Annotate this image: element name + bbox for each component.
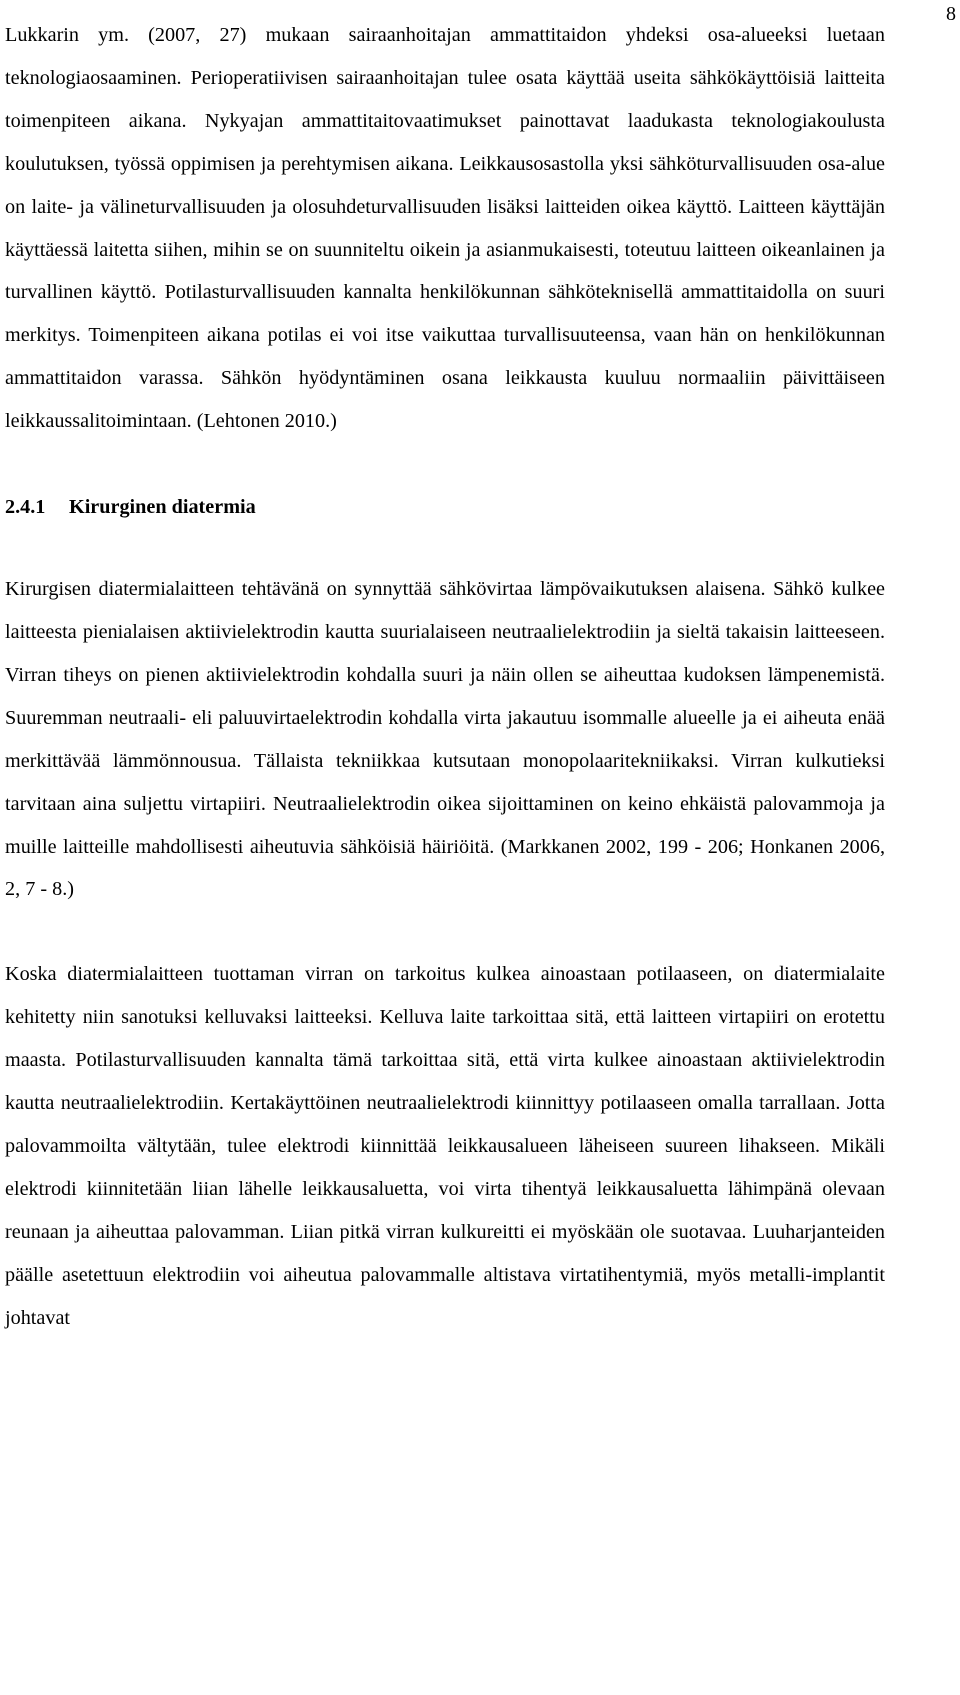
section-title: Kirurginen diatermia — [69, 496, 256, 519]
paragraph-diatermia: Kirurgisen diatermialaitteen tehtävänä on synnyttää sähkövirtaa lämpövaikutuksen alaisena. Sähkö kulkee laitteesta pienialaisen aktiivielektrodin kautta suurialaiseen neutraalielektrodiin ja sieltä takaisin laitteeseen. Virran tiheys on pienen aktiivielektrodin kohdalla suuri ja näin ollen se aiheuttaa kudoksen lämpenemistä. Suuremman neutraali- eli paluuvirtaelektrodin kohdalla virta jakautuu isommalle alueelle ja ei aiheuta enää merkittävää lämmönnousua. Tällaista tekniikkaa kutsutaan monopolaaritekniikaksi. Virran kulkutieksi tarvitaan aina suljettu virtapiiri. Neutraalielektrodin oikea sijoittaminen on keino ehkäistä palovammoja ja muille laitteille mahdollisesti aiheutuvia sähköisiä häiriöitä. (Markkanen 2002, 199 - 206; Honkanen 2006, 2, 7 - 8.) — [5, 578, 885, 901]
paragraph-kelluva: Koska diatermialaitteen tuottaman virran on tarkoitus kulkea ainoastaan potilaaseen, on diatermialaite kehitetty niin sanotuksi kelluvaksi laitteeksi. Kelluva laite tarkoittaa sitä, että laitteen virtapiiri on erotettu maasta. Potilasturvallisuuden kannalta tämä tarkoittaa sitä, että virta kulkee ainoastaan aktiivielektrodin kautta neutraalielektrodiin. Kertakäyttöinen neutraalielektrodi kiinnittyy potilaaseen omalla tarrallaan. Jotta palovammoilta vältytään, tulee elektrodi kiinnittää leikkausalueen läheiseen suureen lihakseen. Mikäli elektrodi kiinnitetään liian lähelle leikkausaluetta, voi virta tihentyä leikkausaluetta lähimpänä olevaan reunaan ja aiheuttaa palovamman. Liian pitkä virran kulkureitti ei myöskään ole suotavaa. Luuharjanteiden päälle asetettuun elektrodiin voi aiheutua palovammalle altistava virtatihentymiä, myös metalli-implantit johtavat — [5, 963, 885, 1329]
section-number: 2.4.1 — [5, 496, 46, 519]
paragraph-intro: Lukkarin ym. (2007, 27) mukaan sairaanhoitajan ammattitaidon yhdeksi osa-alueeksi luetaan teknologiaosaaminen. Perioperatiivisen sairaanhoitajan tulee osata käyttää useita sähkökäyttöisiä laitteita toimenpiteen aikana. Nykyajan ammattitaitovaatimukset painottavat laadukasta teknologiakoulusta koulutuksen, työssä oppimisen ja perehtymisen aikana. Leikkausosastolla yksi sähköturvallisuuden osa-alue on laite- ja välineturvallisuuden ja olosuhdeturvallisuuden lisäksi laitteiden oikea käyttö. Laitteen käyttäjän käyttäessä laitetta siihen, mihin se on suunniteltu oikein ja asianmukaisesti, toteutuu laitteen oikeanlainen ja turvallinen käyttö. Potilasturvallisuuden kannalta henkilökunnan sähköteknisellä ammattitaidolla on suuri merkitys. Toimenpiteen aikana potilas ei voi itse vaikuttaa turvallisuuteensa, vaan hän on henkilökunnan ammattitaidon varassa. Sähkön hyödyntäminen osana leikkausta kuuluu normaaliin päivittäiseen leikkaussalitoimintaan. (Lehtonen 2010.) — [5, 24, 885, 433]
section-heading — [5, 488, 885, 526]
document-body — [5, 14, 885, 1339]
page-number: 8 — [946, 3, 956, 25]
